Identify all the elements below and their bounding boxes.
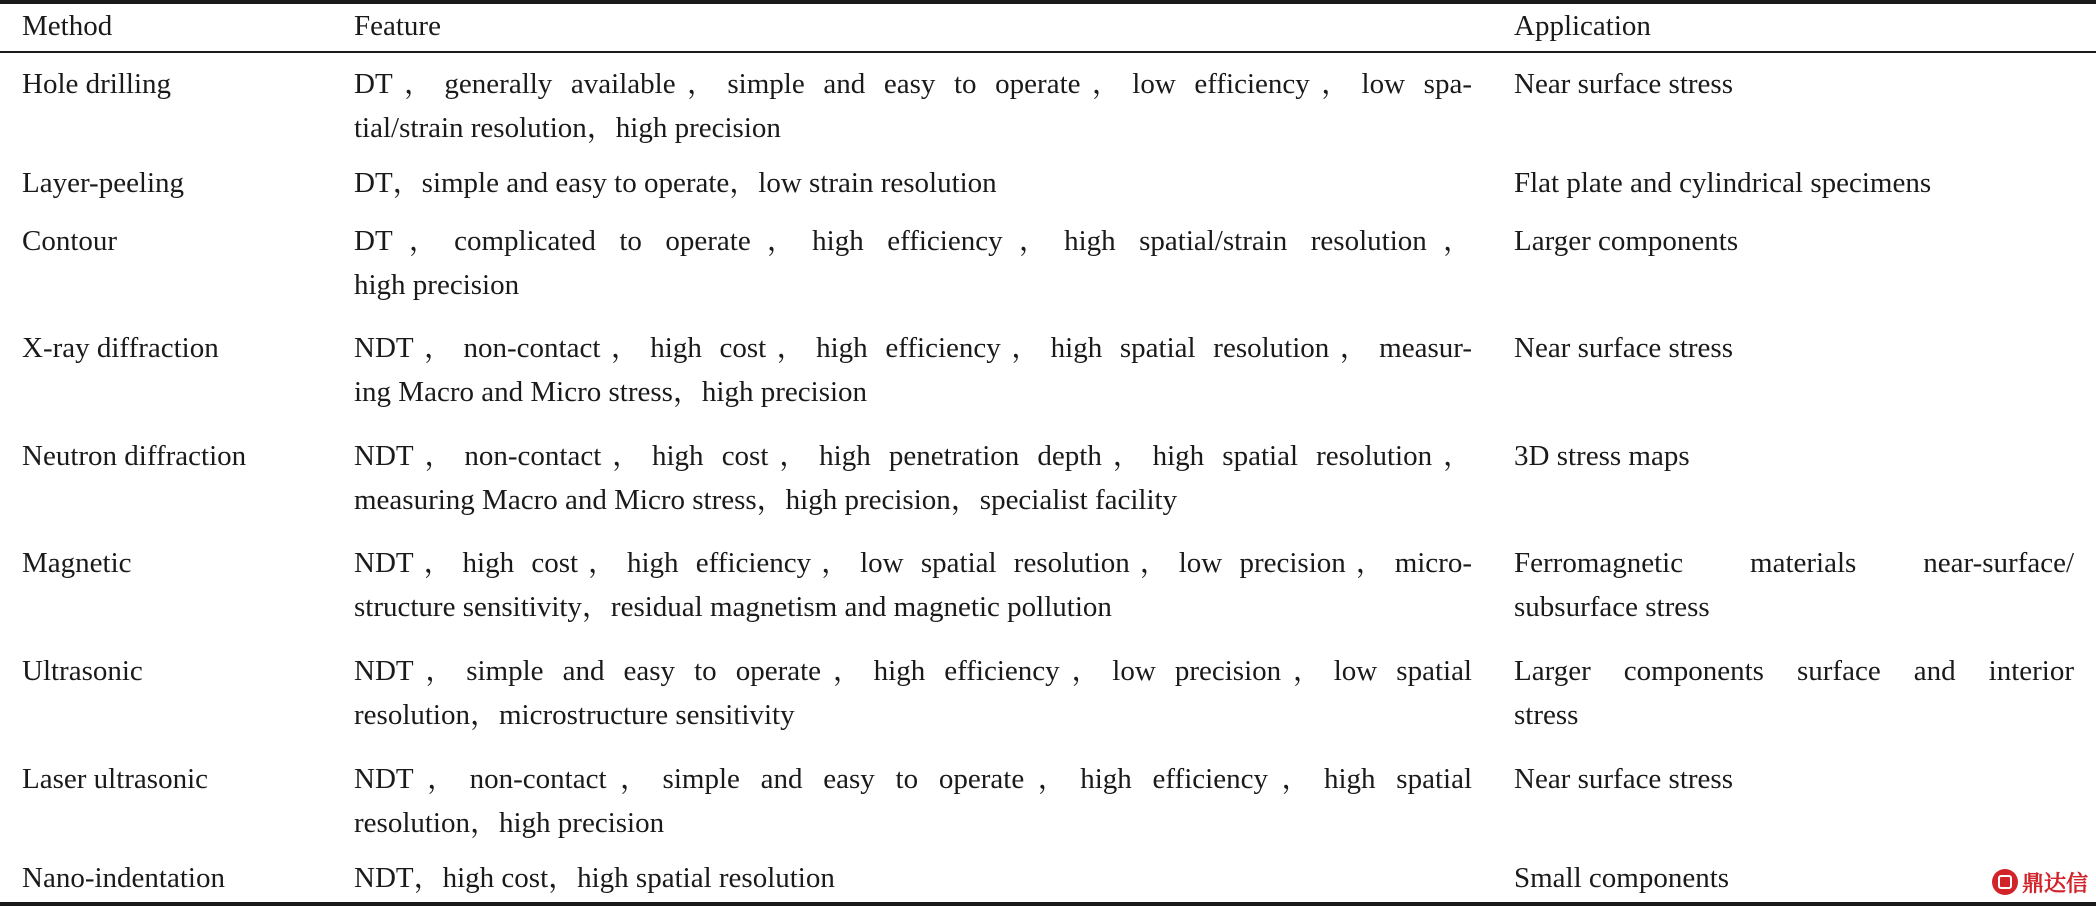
row-application-cell (1514, 757, 2074, 801)
watermark-text: 鼎达信 (2022, 871, 2089, 897)
row-application-cell (1514, 161, 2074, 205)
row-method-cell: Ultrasonic (22, 655, 143, 687)
feature-line: NDT，non-contact，high cost，high penetration depth，high spatial resolution， (354, 440, 1472, 472)
row-method-cell: Contour (22, 225, 118, 257)
row-feature-cell (354, 161, 1472, 205)
row-feature-cell (354, 219, 1472, 307)
row-application-cell (1514, 62, 2074, 106)
table-header-rule (0, 51, 2096, 53)
feature-line: structure sensitivity，residual magnetism and magnetic pollution (354, 591, 1112, 623)
feature-line: NDT，simple and easy to operate，high efficiency，low precision，low spatial (354, 655, 1472, 687)
row-method-cell: X-ray diffraction (22, 332, 219, 364)
row-feature-cell (354, 757, 1472, 845)
feature-line: NDT，high cost，high efficiency，low spatial resolution，low precision，micro- (354, 547, 1472, 579)
feature-line: DT，simple and easy to operate，low strain resolution (354, 167, 997, 199)
row-method-cell: Neutron diffraction (22, 440, 247, 472)
feature-line: tial/strain resolution，high precision (354, 112, 781, 144)
application-line: Small components (1514, 862, 1730, 894)
feature-line: NDT，high cost，high spatial resolution (354, 862, 835, 894)
row-method-cell: Hole drilling (22, 68, 172, 100)
application-line: Larger components surface and interior (1514, 655, 2074, 687)
feature-line: resolution，microstructure sensitivity (354, 699, 795, 731)
feature-line: DT，complicated to operate，high efficiency，high spatial/strain resolution， (354, 225, 1472, 257)
feature-line: NDT，non-contact，high cost，high efficiency，high spatial resolution，measur- (354, 332, 1472, 364)
feature-line: high precision (354, 269, 520, 301)
application-line: Near surface stress (1514, 68, 1734, 100)
application-line: Near surface stress (1514, 332, 1734, 364)
row-method-cell: Layer-peeling (22, 167, 185, 199)
row-method-cell: Magnetic (22, 547, 132, 579)
row-application-cell (1514, 649, 2074, 737)
row-application-cell (1514, 856, 2074, 900)
row-feature-cell (354, 856, 1472, 900)
application-line: Ferromagnetic materials near-surface/ (1514, 547, 2074, 579)
application-line: subsurface stress (1514, 591, 1710, 623)
row-method-cell: Laser ultrasonic (22, 763, 209, 795)
application-line: Flat plate and cylindrical specimens (1514, 167, 1932, 199)
row-application-cell (1514, 434, 2074, 478)
feature-line: NDT，non-contact，simple and easy to operate，high efficiency，high spatial (354, 763, 1472, 795)
row-method-cell: Nano-indentation (22, 862, 225, 894)
row-feature-cell (354, 434, 1472, 522)
application-line: 3D stress maps (1514, 440, 1690, 472)
row-feature-cell (354, 62, 1472, 150)
header-application: Application (1514, 10, 1651, 42)
row-application-cell (1514, 219, 2074, 263)
table-bottom-rule (0, 902, 2096, 906)
row-feature-cell (354, 541, 1472, 629)
header-method: Method (22, 10, 113, 42)
header-feature: Feature (354, 10, 441, 42)
row-feature-cell (354, 649, 1472, 737)
feature-line: resolution，high precision (354, 807, 665, 839)
feature-line: ing Macro and Micro stress，high precision (354, 376, 868, 408)
row-application-cell (1514, 541, 2074, 629)
watermark-logo (1992, 866, 2088, 898)
row-application-cell (1514, 326, 2074, 370)
feature-line: measuring Macro and Micro stress，high precision，specialist facility (354, 484, 1178, 516)
row-feature-cell (354, 326, 1472, 414)
logo-seal-icon (1992, 869, 2018, 895)
feature-line: DT，generally available，simple and easy to operate，low efficiency，low spa- (354, 68, 1472, 100)
application-line: stress (1514, 699, 1579, 731)
application-line: Near surface stress (1514, 763, 1734, 795)
application-line: Larger components (1514, 225, 1739, 257)
